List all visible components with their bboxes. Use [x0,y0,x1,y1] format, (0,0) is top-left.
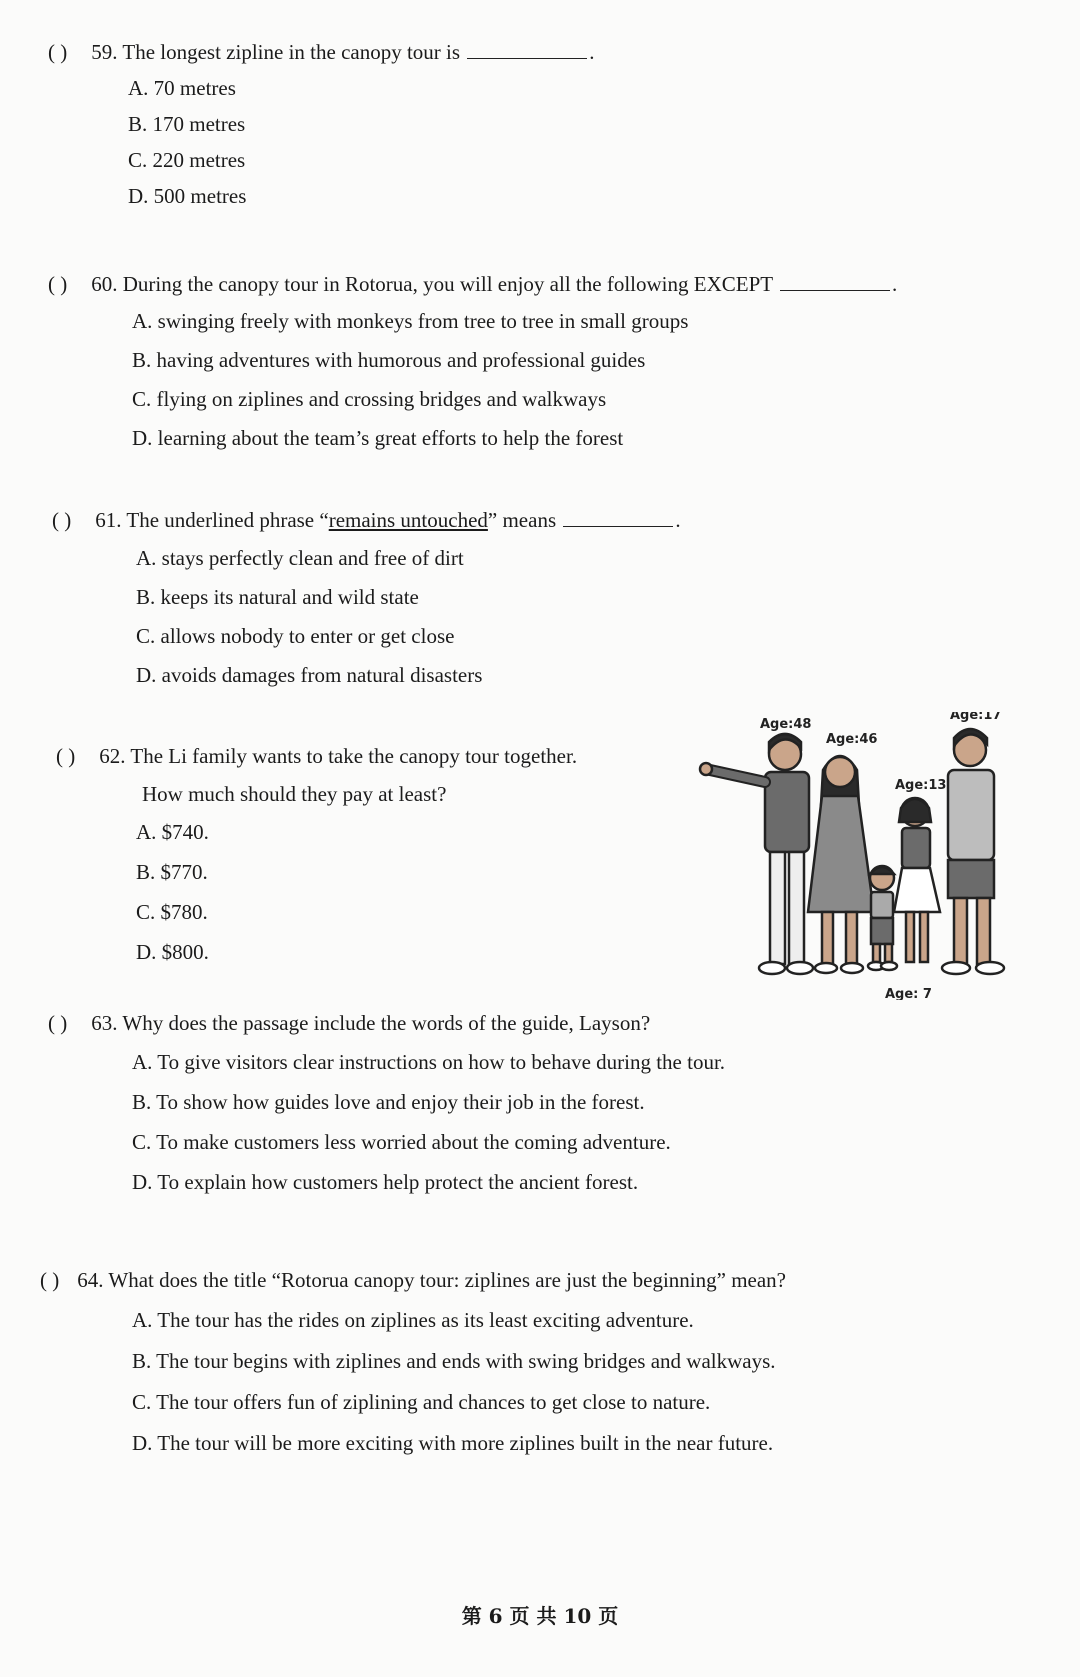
option-b: B. 170 metres [128,112,246,136]
option-c: C. To make customers less worried about the coming adventure. [132,1130,671,1154]
option-d: D. $800. [136,940,209,964]
question-stem: 63. Why does the passage include the words of the guide, Layson? [91,1011,651,1035]
answer-paren: ( ) [48,1011,68,1035]
family-illustration [690,712,1030,1000]
father-figure [700,734,813,974]
answer-blank [467,40,587,59]
option-d: D. To explain how customers help protect the ancient forest. [132,1170,639,1194]
underlined-phrase: remains untouched [328,508,488,532]
question-stem: 61. The underlined phrase “ [95,508,329,532]
option-b: B. having adventures with humorous and professional guides [132,348,646,372]
option-a: A. To give visitors clear instructions on how to behave during the tour. [132,1050,726,1074]
option-d: D. avoids damages from natural disasters [136,663,483,687]
option-d: D. The tour will be more exciting with more ziplines built in the near future. [132,1431,774,1455]
family-drawing [690,712,1030,1000]
son-figure [942,729,1004,974]
question-stem-line2: How much should they pay at least? [142,782,447,806]
daughter-age-label: Age:13 [895,778,947,793]
option-a: A. $740. [136,820,209,844]
option-c: C. The tour offers fun of ziplining and chances to get close to nature. [132,1390,711,1414]
stem-period: . [891,272,898,296]
option-d: D. 500 metres [128,184,247,208]
daughter-figure [894,798,940,962]
mother-figure [808,756,874,973]
child-figure [868,866,897,970]
child-age-label: Age: 7 [885,987,932,1000]
option-c: C. $780. [136,900,208,924]
answer-paren: ( ) [48,40,68,64]
page-number: 第 6 页 共 10 页 [461,1604,619,1628]
question-stem: 60. During the canopy tour in Rotorua, you will enjoy all the following EXCEPT [91,272,773,296]
stem-period: . [675,508,681,532]
answer-paren: ( ) [40,1268,60,1292]
question-64 [40,1266,786,1457]
option-c: C. allows nobody to enter or get close [136,624,455,648]
option-c: C. 220 metres [128,148,246,172]
son-age-label: Age:17 [950,712,1002,723]
father-age-label: Age:48 [760,717,812,732]
stem-period: . [589,40,595,64]
answer-blank [780,272,890,291]
question-63 [48,1009,725,1196]
answer-paren: ( ) [48,272,68,296]
question-stem: 64. What does the title “Rotorua canopy tour: ziplines are just the beginning” mean? [77,1268,786,1292]
option-a: A. 70 metres [128,76,236,100]
option-a: A. swinging freely with monkeys from tree to tree in small groups [132,309,689,333]
answer-blank [563,508,673,527]
option-b: B. $770. [136,860,208,884]
question-stem: 62. The Li family wants to take the canopy tour together. [99,744,578,768]
option-b: B. To show how guides love and enjoy their job in the forest. [132,1090,645,1114]
option-c: C. flying on ziplines and crossing bridges and walkways [132,387,607,411]
question-stem-end: ” means [487,508,557,532]
option-a: A. stays perfectly clean and free of dirt [136,546,464,570]
question-60 [48,270,897,452]
question-61 [52,506,681,689]
option-a: A. The tour has the rides on ziplines as its least exciting adventure. [132,1308,694,1332]
question-stem: 59. The longest zipline in the canopy tour is [91,40,461,64]
option-b: B. keeps its natural and wild state [136,585,419,609]
answer-paren: ( ) [52,508,72,532]
option-d: D. learning about the team’s great efforts to help the forest [132,426,624,450]
question-62 [56,742,577,966]
mother-age-label: Age:46 [826,732,878,747]
answer-paren: ( ) [56,744,76,768]
question-59 [48,38,595,210]
option-b: B. The tour begins with ziplines and ends with swing bridges and walkways. [132,1349,776,1373]
